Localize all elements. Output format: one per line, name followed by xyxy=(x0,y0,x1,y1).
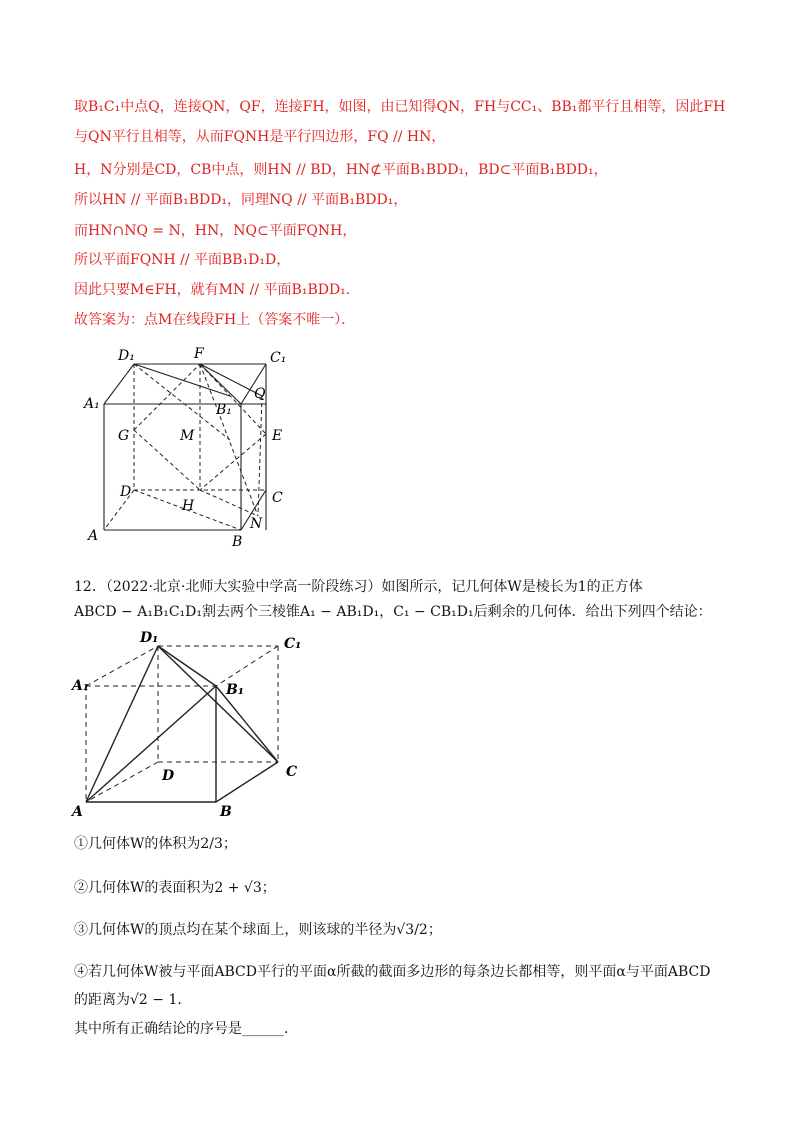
fig2-label-c: C xyxy=(286,764,298,780)
problem-12-line-1: 12．（2022·北京·北师大实验中学高一阶段练习）如图所示，记几何体W是棱长为1的正方体 xyxy=(74,579,643,595)
fig1-label-q: Q xyxy=(254,386,266,402)
solution-line-1: 取B₁C₁中点Q，连接QN，QF，连接FH，如图，由已知得QN，FH与CC₁、BB₁都平行且相等，因此FH xyxy=(74,99,726,115)
conclusion-3: ③几何体W的顶点均在某个球面上，则该球的半径为√3/2； xyxy=(74,922,442,938)
fig2-label-a1: A₁ xyxy=(72,678,89,694)
fig1-label-m: M xyxy=(180,428,195,444)
fig1-label-n: N xyxy=(250,516,263,532)
conclusion-4: ④若几何体W被与平面ABCD平行的平面α所截的截面多边形的每条边长都相等，则平面α与平面ABCD xyxy=(74,964,711,980)
problem-12-line-2: ABCD − A₁B₁C₁D₁割去两个三棱锥A₁ − AB₁D₁，C₁ − CB₁D₁后剩余的几何体．给出下列四个结论： xyxy=(74,604,712,620)
fig1-label-f: F xyxy=(194,346,204,362)
fig2-label-b: B xyxy=(220,804,232,818)
figure-1-cube xyxy=(80,340,320,550)
fig1-label-a1: A₁ xyxy=(84,396,100,412)
fig2-label-d1: D₁ xyxy=(140,630,159,646)
fig1-label-h: H xyxy=(182,498,195,514)
conclusion-1: ①几何体W的体积为2/3； xyxy=(74,836,237,852)
fig1-label-d: D xyxy=(120,484,132,500)
solution-line-2: 与QN平行且相等，从而FQNH是平行四边形，FQ // HN， xyxy=(74,129,446,145)
fig1-label-b: B xyxy=(232,534,243,550)
fig1-label-b1: B₁ xyxy=(216,402,232,418)
fig1-label-c: C xyxy=(272,490,283,506)
fig2-label-b1: B₁ xyxy=(226,682,244,698)
question-line: 其中所有正确结论的序号是______． xyxy=(74,1021,298,1037)
solution-line-6: 所以平面FQNH // 平面BB₁D₁D， xyxy=(74,252,291,268)
solution-line-8: 故答案为：点M在线段FH上（答案不唯一）． xyxy=(74,312,356,328)
fig1-label-a: A xyxy=(88,528,99,544)
fig2-label-a: A xyxy=(72,804,83,818)
fig2-label-d: D xyxy=(162,768,175,784)
fig1-label-e: E xyxy=(272,428,283,444)
fig1-label-d1: D₁ xyxy=(118,348,135,364)
solution-line-4: 所以HN // 平面B₁BDD₁，同理NQ // 平面B₁BDD₁， xyxy=(74,192,408,208)
solution-line-3: H，N分别是CD，CB中点，则HN // BD，HN⊄平面B₁BDD₁，BD⊂平面B₁BDD₁， xyxy=(74,162,608,178)
fig1-label-c1: C₁ xyxy=(270,350,287,366)
fig1-label-g: G xyxy=(118,428,130,444)
fig2-label-c1: C₁ xyxy=(284,636,302,652)
solution-line-7: 因此只要M∈FH，就有MN // 平面B₁BDD₁． xyxy=(74,282,360,298)
conclusion-2: ②几何体W的表面积为2 + √3； xyxy=(74,880,276,896)
figure-2-geometry-w xyxy=(70,628,330,818)
conclusion-4-cont: 的距离为√2 − 1． xyxy=(74,992,192,1008)
solution-line-5: 而HN∩NQ = N，HN，NQ⊂平面FQNH， xyxy=(74,223,357,239)
